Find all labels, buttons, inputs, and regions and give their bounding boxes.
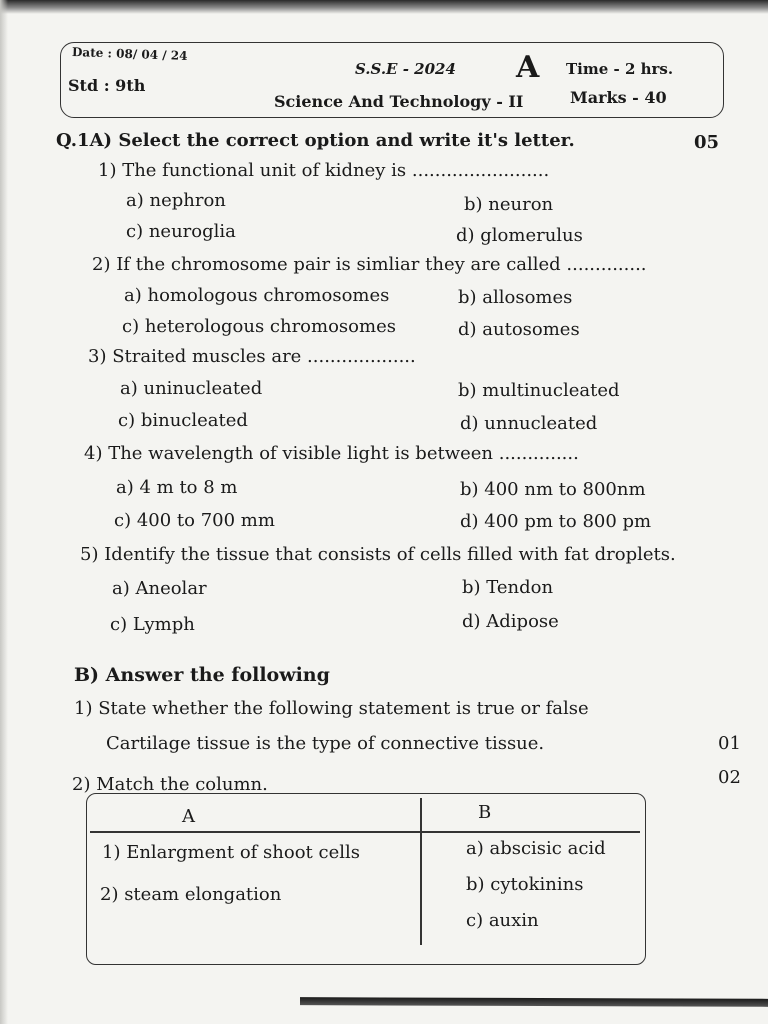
exam-code: S.S.E - 2024: [355, 60, 456, 78]
option: b) neuron: [464, 194, 554, 215]
column-b-item: b) cytokinins: [466, 874, 584, 895]
option: a) uninucleated: [120, 378, 263, 399]
question-5: 5) Identify the tissue that consists of cells filled with fat droplets.: [80, 544, 676, 565]
scan-bottom-edge: [300, 997, 768, 1007]
option: b) multinucleated: [458, 380, 620, 401]
option: b) 400 nm to 800nm: [460, 479, 646, 500]
option: a) homologous chromosomes: [124, 285, 390, 306]
table-column-divider: [420, 798, 422, 945]
question-2: 2) If the chromosome pair is simliar they are called ..............: [92, 254, 647, 275]
section-b-q1-marks: 01: [718, 733, 741, 754]
section-b-question-1: 1) State whether the following statement is true or false: [74, 698, 589, 719]
section-a-marks: 05: [694, 132, 720, 153]
option: b) Tendon: [462, 577, 554, 598]
true-false-statement: Cartilage tissue is the type of connective tissue.: [106, 733, 545, 754]
option: d) unnucleated: [460, 413, 598, 434]
column-a-item: 2) steam elongation: [100, 884, 282, 905]
exam-marks: Marks - 40: [570, 88, 667, 107]
option: c) 400 to 700 mm: [114, 510, 275, 531]
column-b-item: a) abscisic acid: [466, 838, 606, 859]
option: c) heterologous chromosomes: [122, 316, 396, 337]
section-b-q2-marks: 02: [718, 767, 741, 788]
question-3: 3) Straited muscles are ...................: [88, 346, 416, 367]
option: d) 400 pm to 800 pm: [460, 511, 652, 532]
option: a) Aneolar: [112, 578, 207, 599]
column-a-item: 1) Enlargment of shoot cells: [102, 842, 360, 863]
exam-std: Std : 9th: [68, 76, 146, 95]
scan-top-edge: [0, 0, 768, 14]
option: d) Adipose: [462, 611, 559, 632]
table-header-divider: [90, 831, 640, 833]
question-4: 4) The wavelength of visible light is between ..............: [84, 443, 579, 464]
option: a) 4 m to 8 m: [116, 477, 238, 498]
option: d) autosomes: [458, 319, 580, 340]
section-b-question-2: 2) Match the column.: [72, 774, 268, 795]
option: c) neuroglia: [126, 221, 236, 242]
option: a) nephron: [126, 190, 226, 211]
section-a-heading: Q.1A) Select the correct option and write it's letter.: [56, 130, 575, 151]
option: c) binucleated: [118, 410, 248, 431]
option: c) Lymph: [110, 614, 195, 635]
scan-left-edge: [0, 0, 8, 1024]
section-b-heading: B) Answer the following: [74, 664, 330, 686]
question-1: 1) The functional unit of kidney is ........................: [98, 160, 550, 181]
exam-date: Date : 08/ 04 / 24: [71, 44, 188, 64]
column-b-item: c) auxin: [466, 910, 539, 931]
option: d) glomerulus: [456, 225, 583, 246]
paper-set: A: [516, 50, 540, 85]
exam-subject: Science And Technology - II: [274, 92, 524, 111]
option: b) allosomes: [458, 287, 573, 308]
column-b-header: B: [478, 802, 492, 823]
exam-time: Time - 2 hrs.: [566, 60, 674, 78]
column-a-header: A: [182, 806, 195, 827]
